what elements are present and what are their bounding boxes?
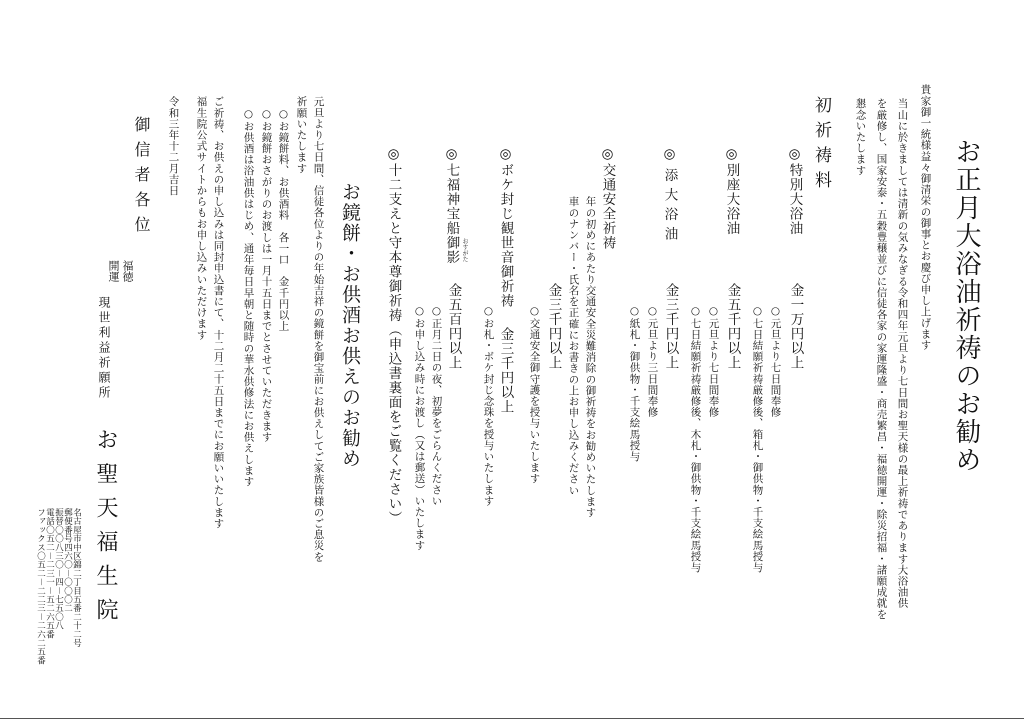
contact-postal: 郵便番号四六〇－〇〇〇二 xyxy=(62,508,73,613)
contact-fax: ファックス〇五二－二二三－二六二五番 xyxy=(35,508,46,665)
item-boke-name: ◎ボケ封じ観世音御祈祷 xyxy=(497,146,514,308)
item-soe-note-2: ○紙札・御供物・千支絵馬授与 xyxy=(628,305,641,462)
item-boke-price: 金三千円以上 xyxy=(497,327,514,414)
item-shichifuku-ruby: おすがた xyxy=(461,238,468,262)
item-betsuza-note-1: ○元旦より七日間奉修 xyxy=(707,305,720,418)
item-shichifuku-note-1: ○正月二日の夜、初夢をごらんください xyxy=(430,305,443,507)
item-tokubetsu-name: ◎特別大浴油 xyxy=(786,146,803,236)
item-betsuza-price: 金五千円以上 xyxy=(724,283,741,370)
item-boke-note: ○お札・ボケ封じ念珠を授与いたします xyxy=(482,305,495,507)
item-tokubetsu-price: 金一万円以上 xyxy=(787,283,804,370)
kagami-body-2: 祈願いたします xyxy=(295,96,308,174)
section-heading-kagami: お鏡餅・お供酒お供えのお勧め xyxy=(339,182,361,469)
item-kotsu-name: ◎交通安全祈祷 xyxy=(599,146,616,250)
item-soe-price: 金三千円以上 xyxy=(662,283,679,370)
item-soe-name: ◎添大浴油 xyxy=(661,146,678,246)
greeting-line-1: 貴家御一統様益々御清栄の御事とお慶び申し上げます xyxy=(919,84,932,351)
contact-address: 名古屋市中区錦二丁目五番二十二号 xyxy=(71,508,82,648)
item-kotsu-note: ○交通安全御守護を授与いたします xyxy=(528,305,541,485)
contact-phone: 電話〇五二－二三一－五二六五番 xyxy=(44,508,55,639)
item-shichifuku-name: ◎七福神宝船御影 xyxy=(443,146,460,265)
recipient: 御信者各位 xyxy=(132,116,151,241)
item-tokubetsu-note-2: ○七日結願祈祷厳修後、箱札・御供物・千支絵馬授与 xyxy=(751,305,764,573)
kagami-body-4: ○お鏡餅おさがりのお渡しは一月十五日までとさせていただきます xyxy=(260,108,273,443)
section-heading-hatsukito: 初祈祷料 xyxy=(811,96,831,196)
item-kotsu-price: 金三千円以上 xyxy=(545,283,562,370)
closing-1: ご祈祷、お供えの申し込みは同封申込書にて、十二月二十五日までにお願いいたします xyxy=(212,96,225,529)
item-juni-name: ◎十二支えと守本尊御祈祷（申込書裏面をご覧ください） xyxy=(385,146,402,526)
org-name: 現世利益祈願所 xyxy=(97,296,111,401)
temple-name: お聖天福生院 xyxy=(93,428,118,632)
kagami-body-1: 元旦より七日間、信徒各位よりの年始吉祥の鏡餅を御宝前にお供えしてご家族皆様のご息災を xyxy=(312,96,325,563)
greeting-line-2: 当山に於きましては清新の気みなぎる令和四年元旦より七日間お聖天様の最上祈祷であります大浴油供 xyxy=(896,98,909,609)
item-soe-note-1: ○元旦より三日間奉修 xyxy=(646,305,659,418)
item-kotsu-desc-2: 車のナンバー・氏名を正確にお書きの上お申し込みください xyxy=(567,196,580,496)
item-shichifuku-price: 金五百円以上 xyxy=(445,283,462,370)
item-kotsu-desc-1: 年の初めにあたり交通安全災難消除の御祈祷をお勧めいたします xyxy=(584,196,597,518)
bottom-divider xyxy=(0,718,1024,719)
kagami-body-5: ○お供酒は浴油供はじめ、通年毎日早朝と随時の華水供修法にお供えします xyxy=(242,108,255,487)
issue-date: 令和三年十二月吉日 xyxy=(167,96,180,196)
closing-2: 福生院公式サイトからもお申し込みいただけます xyxy=(195,96,208,341)
org-tag: 福徳開運 xyxy=(107,260,134,282)
item-betsuza-note-2: ○七日結願祈祷厳修後、木札・御供物・千支絵馬授与 xyxy=(689,305,702,573)
contact-furikae: 振替〇〇八三〇－四－七五〇八 xyxy=(53,508,64,630)
page-title: お正月大浴油祈祷のお勧め xyxy=(951,138,981,474)
item-tokubetsu-note-1: ○元旦より七日間奉修 xyxy=(769,305,782,418)
kagami-body-3: ○お鏡餅料、お供酒料 各一口 金千円以上 xyxy=(277,108,290,332)
item-shichifuku-note-2: ○お申し込み時にお渡し（又は郵送）いたします xyxy=(413,305,426,551)
item-betsuza-name: ◎別座大浴油 xyxy=(723,146,740,236)
greeting-line-3: を厳修し、国家安泰・五穀豊穣並びに信徒各家の家運隆盛・商売繁昌・福徳開運・除災招福・諸願成就を xyxy=(875,98,888,620)
greeting-line-4: 懇念いたします xyxy=(854,98,867,176)
